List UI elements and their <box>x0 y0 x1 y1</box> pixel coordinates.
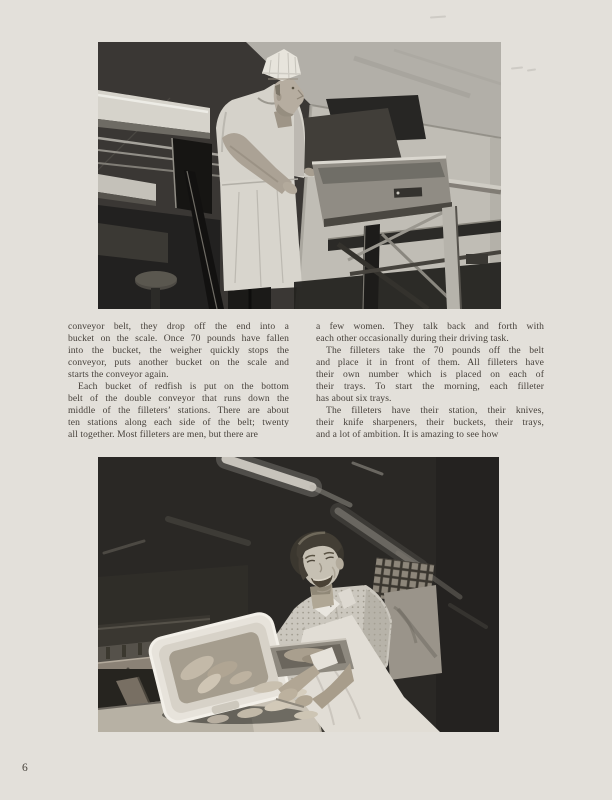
text-line: Each bucket of redfish is put on the bottom <box>78 380 289 392</box>
text-line: middle of the filleters’ stations. There are about <box>68 404 289 416</box>
page-number: 6 <box>22 762 28 774</box>
photo-filleter <box>98 457 499 732</box>
text-line: a few women. They talk back and forth with <box>316 321 544 332</box>
text-line: bucket on the scale. Once 70 pounds have fallen <box>68 332 289 344</box>
text-line: The filleters have their station, their knives, <box>326 404 544 416</box>
text-line: their trays. To start the morning, each filleter <box>316 380 544 392</box>
text-line: their knife sharpeners, their buckets, their trays, <box>316 416 544 428</box>
text-line: each other occasionally during their driving task. <box>316 332 509 344</box>
text-line: starts the conveyor again. <box>68 368 169 380</box>
text-line: and place it in front of them. All filleters have <box>316 356 544 368</box>
print-smudge <box>511 66 523 69</box>
text-column-left <box>68 321 289 441</box>
text-line: and a lot of ambition. It is amazing to see how <box>316 428 499 440</box>
text-line: conveyor, puts another bucket on the scale and <box>68 356 289 368</box>
text-line: into the bucket, the weigher quickly stops the <box>68 344 289 356</box>
text-line: belt of the double conveyor that runs down the <box>68 392 289 404</box>
text-line: The filleters take the 70 pounds off the belt <box>326 344 544 356</box>
text-line: ten stations along each side of the belt; twenty <box>68 416 289 428</box>
text-column-right <box>316 321 544 441</box>
photo-weigher <box>98 42 501 309</box>
text-line: all together. Most filleters are men, but there are <box>68 428 258 440</box>
text-line: their own number which is placed on each of <box>316 368 544 380</box>
print-smudge <box>527 68 536 71</box>
text-line: has about six trays. <box>316 392 392 404</box>
text-line: conveyor belt, they drop off the end into a <box>68 321 289 332</box>
print-smudge <box>430 15 446 18</box>
